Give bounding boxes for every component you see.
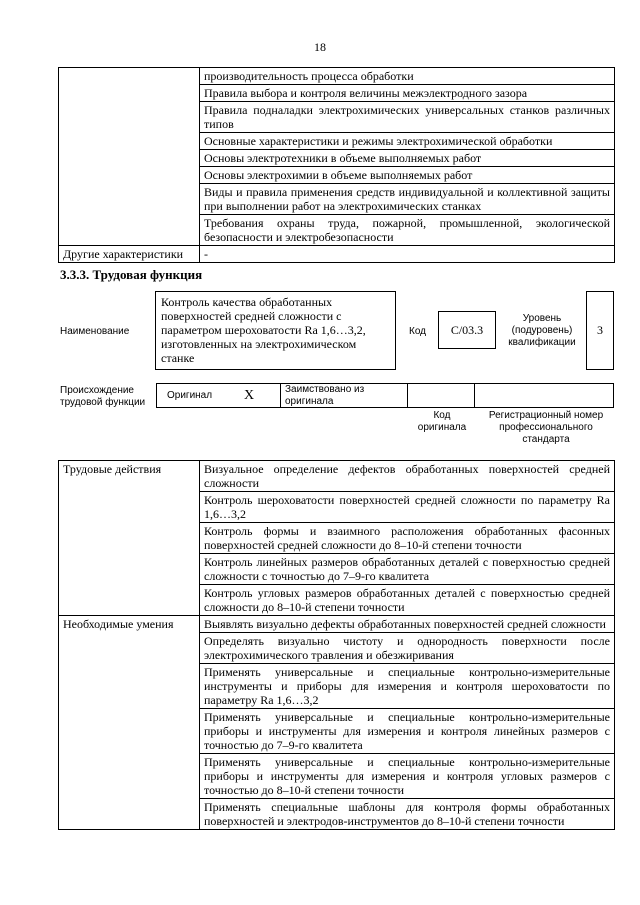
table-row xyxy=(59,461,615,492)
group-item: Контроль линейных размеров обработанных деталей с поверхностью средней сложности с точностью до 7–9-го квалитета xyxy=(200,554,615,585)
borrowed-label: Заимствовано из оригинала xyxy=(285,384,365,407)
code-caption: Код оригинала xyxy=(417,410,467,433)
knowledge-item: Правила выбора и контроля величины межэлектродного зазора xyxy=(200,85,615,102)
group-item: Контроль угловых размеров обработанных деталей с поверхностью средней сложности до 8–10-й степени точности xyxy=(200,585,615,616)
code-label: Код xyxy=(409,326,427,337)
level-label: Уровень (подуровень) квалификации xyxy=(508,313,576,348)
group-item: Визуальное определение дефектов обработанных поверхностей средней сложности xyxy=(200,461,615,492)
knowledge-item: Правила подналадки электрохимических универсальных станков различных типов xyxy=(200,102,615,133)
group-item: Применять универсальные и специальные контрольно-измерительные приборы и инструменты для измерения и контроля линейных размеров с точностью до 7–9-го квалитета xyxy=(200,709,615,754)
borrowed-cell xyxy=(281,383,408,408)
knowledge-item: Требования охраны труда, пожарной, промышленной, экологической безопасности и электробезопасности xyxy=(200,215,615,246)
group-item: Применять универсальные и специальные контрольно-измерительные инструменты и приборы для измерения и контроля шероховатости по параметру Ra 1,6…3,2 xyxy=(200,664,615,709)
function-details-table xyxy=(58,460,615,830)
group-label: Трудовые действия xyxy=(59,461,200,616)
level-value: 3 xyxy=(586,291,614,370)
original-mark: X xyxy=(244,388,255,403)
knowledge-item: Основы электрохимии в объеме выполняемых работ xyxy=(200,167,615,184)
original-cell xyxy=(156,383,281,408)
knowledge-item: Основы электротехники в объеме выполняемых работ xyxy=(200,150,615,167)
table-row xyxy=(59,616,615,633)
group-label: Необходимые умения xyxy=(59,616,200,830)
reg-caption: Регистрационный номер профессионального стандарта xyxy=(488,410,604,445)
other-label: Другие характеристики xyxy=(59,246,200,263)
group-item: Контроль формы и взаимного расположения обработанных фасонных поверхностей средней сложности до 8–10-й степени точности xyxy=(200,523,615,554)
group-item: Выявлять визуально дефекты обработанных поверхностей средней сложности xyxy=(200,616,615,633)
table-row xyxy=(59,68,615,85)
other-value: - xyxy=(200,246,615,263)
original-code-cell xyxy=(408,383,475,408)
page-number: 18 xyxy=(314,40,326,54)
function-code-value: C/03.3 xyxy=(438,311,496,349)
group-item: Применять универсальные и специальные контрольно-измерительные приборы и инструменты для измерения и контроля угловых размеров с точностью до 8–10-й степени точности xyxy=(200,754,615,799)
group-item: Контроль шероховатости поверхностей средней сложности по параметру Ra 1,6…3,2 xyxy=(200,492,615,523)
table-row xyxy=(59,246,615,263)
origin-label: Происхождение трудовой функции xyxy=(60,385,146,408)
section-title: 3.3.3. Трудовая функция xyxy=(60,267,203,282)
name-label: Наименование xyxy=(60,326,130,337)
group-item: Применять специальные шаблоны для контроля формы обработанных поверхностей и электродов-инструментов до 8–10-й степени точности xyxy=(200,799,615,830)
knowledge-item: Основные характеристики и режимы электрохимической обработки xyxy=(200,133,615,150)
knowledge-item: Виды и правила применения средств индивидуальной и коллективной защиты при выполнении работ на электрохимических станках xyxy=(200,184,615,215)
function-name-value: Контроль качества обработанных поверхностей средней сложности с параметром шероховатости Ra 1,6…3,2, изготовленных на электрохимическом станке xyxy=(155,291,396,370)
knowledge-table xyxy=(58,67,615,263)
group-item: Определять визуально чистоту и однородность поверхности после электрохимического травления и обезжиривания xyxy=(200,633,615,664)
knowledge-item: производительность процесса обработки xyxy=(200,68,615,85)
original-label: Оригинал xyxy=(167,390,213,401)
row-label-cell xyxy=(59,68,200,246)
reg-number-cell xyxy=(475,383,614,408)
